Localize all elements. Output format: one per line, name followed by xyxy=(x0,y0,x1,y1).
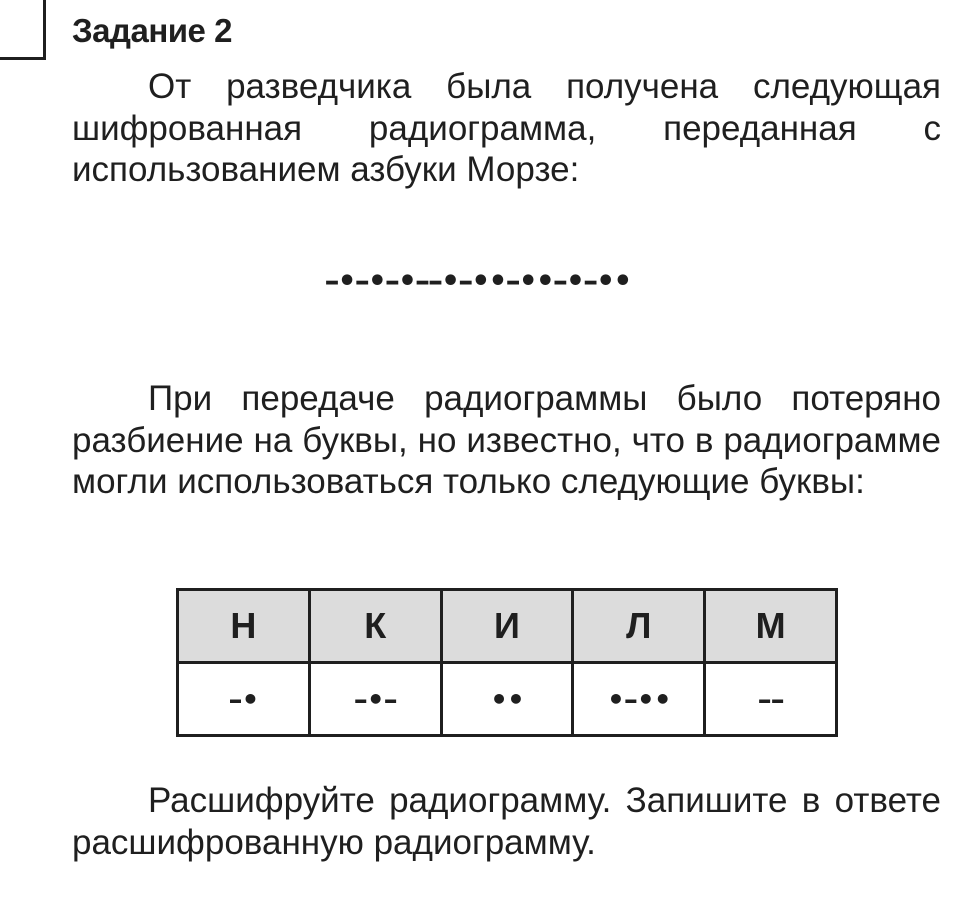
morse-message: –•–•–•––•–••–••–•–•• xyxy=(324,264,631,299)
letter-cell: Н xyxy=(178,590,310,663)
letter-cell: И xyxy=(441,590,573,663)
intro-paragraph: От разведчика была получена следующая шифрованная радиограмма, переданная с использованием азбуки Морзе: xyxy=(72,67,941,189)
code-cell: –• xyxy=(178,663,310,736)
code-cell: •–•• xyxy=(573,663,705,736)
morse-letter-table xyxy=(176,588,838,737)
conditions-paragraph: При передаче радиограммы было потеряно разбиение на буквы, но известно, что в радиограмме могли использоваться только следующие буквы: xyxy=(72,379,941,501)
code-cell: •• xyxy=(441,663,573,736)
letter-cell: М xyxy=(705,590,837,663)
letter-cell: К xyxy=(309,590,441,663)
letter-row xyxy=(178,590,837,663)
code-row xyxy=(178,663,837,736)
code-cell: –– xyxy=(705,663,837,736)
instruction-paragraph: Расшифруйте радиограмму. Запишите в ответе расшифрованную радиограмму. xyxy=(72,781,941,862)
code-cell: –•– xyxy=(309,663,441,736)
task-number-box xyxy=(0,0,46,60)
letter-cell: Л xyxy=(573,590,705,663)
task-title: Задание 2 xyxy=(72,12,232,49)
